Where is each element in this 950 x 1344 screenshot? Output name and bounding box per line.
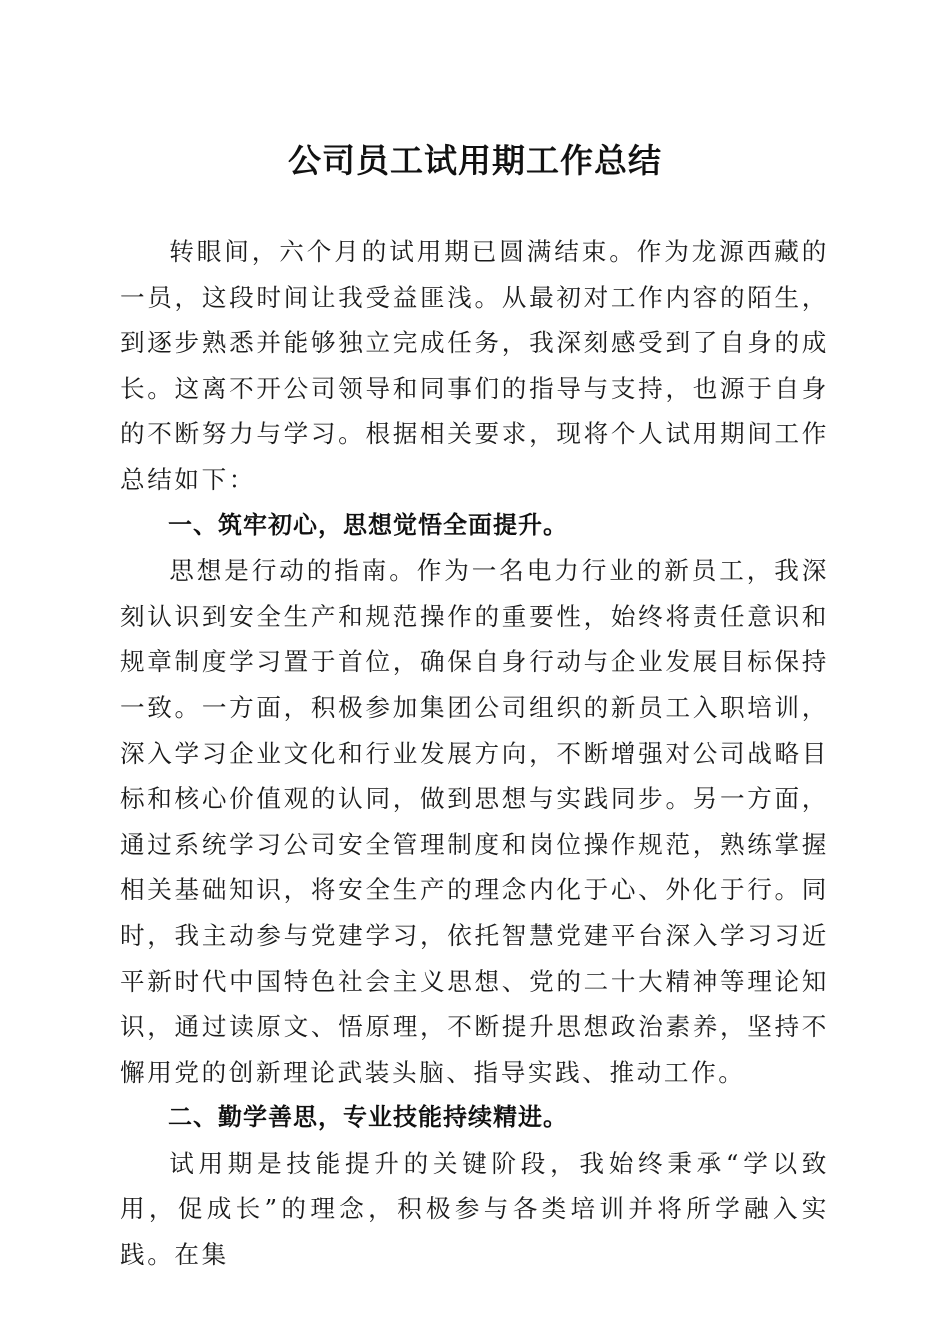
section-2-paragraph: 试用期是技能提升的关键阶段，我始终秉承“学以致用，促成长”的理念，积极参与各类培训并将所学融入实践。在集 (120, 1148, 829, 1270)
section-1-heading: 一、筑牢初心，思想觉悟全面提升。 (168, 510, 568, 539)
document-body (120, 229, 829, 1278)
intro-paragraph: 转眼间，六个月的试用期已圆满结束。作为龙源西藏的一员，这段时间让我受益匪浅。从最初对工作内容的陌生，到逐步熟悉并能够独立完成任务，我深刻感受到了自身的成长。这离不开公司领导和同事们的指导与支持，也源于自身的不断努力与学习。根据相关要求，现将个人试用期间工作总结如下： (120, 237, 829, 494)
section-2-heading: 二、勤学善思，专业技能持续精进。 (168, 1103, 568, 1132)
document-title: 公司员工试用期工作总结 (288, 141, 662, 180)
section-1-paragraph: 思想是行动的指南。作为一名电力行业的新员工，我深刻认识到安全生产和规范操作的重要性，始终将责任意识和规章制度学习置于首位，确保自身行动与企业发展目标保持一致。一方面，积极参加集团公司组织的新员工入职培训，深入学习企业文化和行业发展方向，不断增强对公司战略目标和核心价值观的认同，做到思想与实践同步。另一方面，通过系统学习公司安全管理制度和岗位操作规范，熟练掌握相关基础知识，将安全生产的理念内化于心、外化于行。同时，我主动参与党建学习，依托智慧党建平台深入学习习近平新时代中国特色社会主义思想、党的二十大精神等理论知识，通过读原文、悟原理，不断提升思想政治素养，坚持不懈用党的创新理论武装头脑、指导实践、推动工作。 (120, 556, 829, 1087)
